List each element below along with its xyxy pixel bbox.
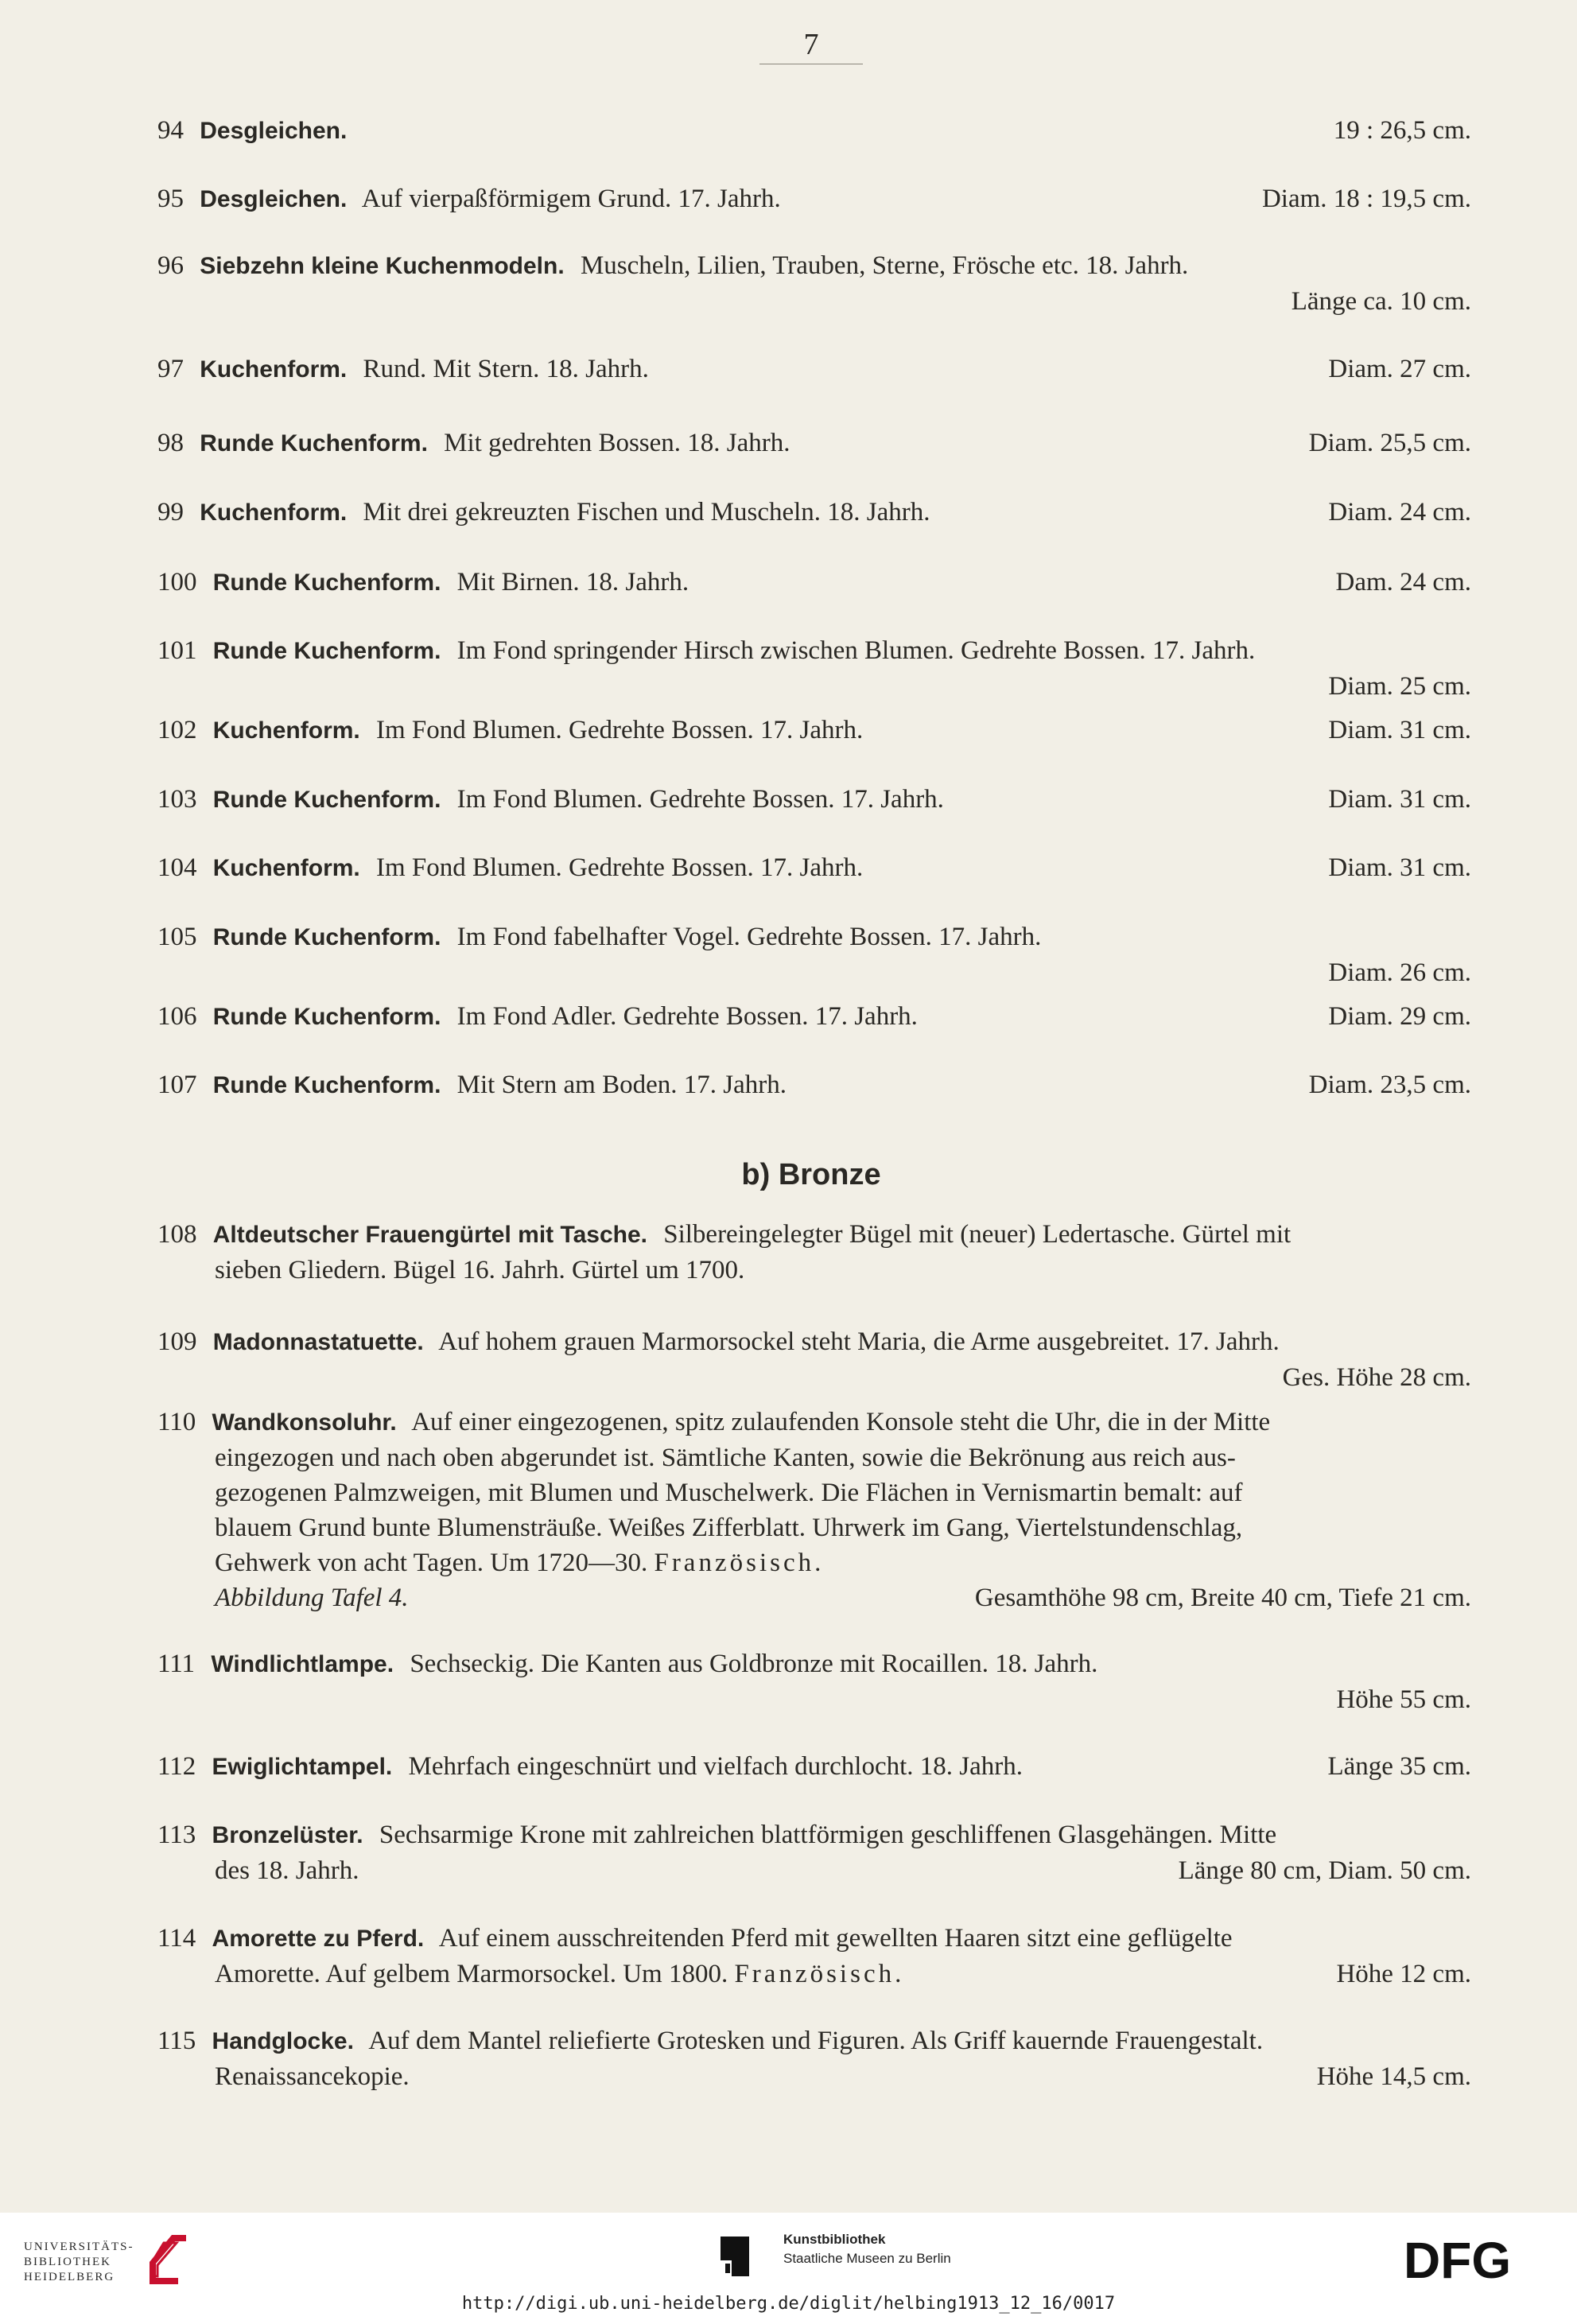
entry-text-continued: Renaissancekopie. (215, 2062, 410, 2091)
entry-measure: Höhe 55 cm. (1336, 1685, 1471, 1714)
entry-measure: Diam. 31 cm. (1328, 716, 1471, 744)
catalog-entry-104 (157, 850, 1471, 886)
entry-text: Mit gedrehten Bossen. 18. Jahrh. (444, 429, 790, 457)
entry-title: Bronzelüster. (212, 1822, 363, 1848)
entry-number: 113 (157, 1821, 196, 1849)
entry-title: Runde Kuchenform. (212, 1072, 441, 1098)
entry-number: 100 (157, 568, 197, 597)
catalog-entry-110 (157, 1405, 1471, 1615)
entry-text-line: eingezogen und nach oben abgerundet ist. Sämtliche Kanten, sowie die Bekrönung aus reich aus- (215, 1444, 1236, 1472)
entry-text-continued: des 18. Jahrh. (215, 1856, 359, 1885)
entry-measure: Diam. 24 cm. (1328, 498, 1471, 527)
entry-origin: Französisch. (654, 1549, 825, 1577)
entry-number: 108 (157, 1220, 197, 1249)
entry-title: Handglocke. (212, 2028, 354, 2054)
entry-number: 99 (157, 498, 184, 527)
plate-reference: Abbildung Tafel 4. (215, 1584, 409, 1612)
catalog-entry-101 (157, 633, 1471, 704)
entry-text: Im Fond springender Hirsch zwischen Blumen. Gedrehte Bossen. 17. Jahrh. (456, 636, 1256, 665)
entry-measure: Höhe 12 cm. (1336, 1960, 1471, 1988)
entry-measure: Länge 35 cm. (1327, 1752, 1471, 1781)
entry-title: Kuchenform. (200, 356, 348, 383)
entry-title: Altdeutscher Frauengürtel mit Tasche. (212, 1222, 647, 1248)
entry-measure: Diam. 18 : 19,5 cm. (1261, 185, 1471, 213)
entry-text: Im Fond Blumen. Gedrehte Bossen. 17. Jahrh. (456, 785, 944, 814)
entry-title: Siebzehn kleine Kuchenmodeln. (200, 253, 565, 279)
entry-measure: 19 : 26,5 cm. (1333, 116, 1471, 145)
entry-number: 95 (157, 185, 184, 213)
entry-number: 98 (157, 429, 184, 457)
catalog-entry-114 (157, 1921, 1471, 1992)
entry-number: 115 (157, 2027, 196, 2055)
catalog-entry-102 (157, 713, 1471, 748)
entry-text: Im Fond fabelhafter Vogel. Gedrehte Bossen. 17. Jahrh. (456, 923, 1042, 951)
catalog-entry-113 (157, 1817, 1471, 1888)
entry-measure: Höhe 14,5 cm. (1316, 2062, 1471, 2091)
entry-title: Madonnastatuette. (212, 1329, 424, 1355)
entry-measure: Dam. 24 cm. (1335, 568, 1471, 597)
catalog-entry-108 (157, 1217, 1471, 1288)
entry-number: 105 (157, 923, 197, 951)
university-library-logo-icon (140, 2232, 189, 2287)
entry-title: Runde Kuchenform. (212, 924, 441, 950)
entry-text: Mit drei gekreuzten Fischen und Muscheln. 18. Jahrh. (363, 498, 930, 527)
entry-title: Runde Kuchenform. (212, 787, 441, 813)
catalog-entry-97 (157, 352, 1471, 387)
entry-text: Auf einem ausschreitenden Pferd mit gewellten Haaren sitzt eine geflügelte (438, 1924, 1233, 1953)
entry-title: Desgleichen. (200, 186, 348, 212)
entry-text: Im Fond Adler. Gedrehte Bossen. 17. Jahrh. (456, 1002, 918, 1031)
catalog-entry-112 (157, 1749, 1471, 1785)
entry-number: 109 (157, 1327, 197, 1356)
entry-measure: Ges. Höhe 28 cm. (1282, 1363, 1471, 1392)
catalog-entry-100 (157, 565, 1471, 600)
entry-text-continued: Amorette. Auf gelbem Marmorsockel. Um 1800. (215, 1960, 728, 1988)
catalog-entry-106 (157, 999, 1471, 1035)
catalog-entry-109 (157, 1324, 1471, 1395)
entry-title: Runde Kuchenform. (212, 638, 441, 664)
entry-text-line (157, 1545, 1471, 1580)
entry-text: Sechsarmige Krone mit zahlreichen blattförmigen geschliffenen Glasgehängen. Mitte (379, 1821, 1277, 1849)
entry-title: Ewiglichtampel. (212, 1754, 393, 1780)
entry-text: Auf dem Mantel reliefierte Grotesken und Figuren. Als Griff kauernde Frauengestalt. (368, 2027, 1264, 2055)
catalog-entry-95 (157, 181, 1471, 217)
catalog-entry-105 (157, 919, 1471, 990)
entry-title: Runde Kuchenform. (200, 430, 428, 457)
entry-text: Rund. Mit Stern. 18. Jahrh. (363, 355, 649, 383)
entry-measure: Diam. 23,5 cm. (1308, 1071, 1471, 1099)
entry-title: Runde Kuchenform. (212, 569, 441, 596)
entry-title: Kuchenform. (200, 499, 348, 526)
catalog-entry-96 (157, 248, 1471, 319)
entry-text-line: blauem Grund bunte Blumensträuße. Weißes Zifferblatt. Uhrwerk im Gang, Viertelstundenschlag, (215, 1514, 1243, 1542)
entry-number: 114 (157, 1924, 196, 1953)
entry-text: Sechseckig. Die Kanten aus Goldbronze mit Rocaillen. 18. Jahrh. (410, 1650, 1098, 1678)
entry-title: Windlichtlampe. (211, 1651, 394, 1677)
kunstbibliothek-logo-icon (721, 2237, 749, 2276)
source-url[interactable]: http://digi.ub.uni-heidelberg.de/diglit/helbing1913_12_16/0017 (461, 2294, 1116, 2314)
university-library-label: UNIVERSITÄTS- BIBLIOTHEK HEIDELBERG (24, 2240, 134, 2283)
entry-text: Mit Stern am Boden. 17. Jahrh. (456, 1071, 787, 1099)
entry-number: 106 (157, 1002, 197, 1031)
entry-measure: Diam. 31 cm. (1328, 853, 1471, 882)
entry-number: 96 (157, 251, 184, 280)
entry-origin: Französisch. (734, 1960, 905, 1988)
entry-text: Mit Birnen. 18. Jahrh. (456, 568, 689, 597)
entry-title: Amorette zu Pferd. (212, 1926, 425, 1952)
entry-text-last: Gehwerk von acht Tagen. Um 1720—30. (215, 1549, 648, 1577)
entry-text: Im Fond Blumen. Gedrehte Bossen. 17. Jahrh. (376, 853, 864, 882)
entry-text: Mehrfach eingeschnürt und vielfach durchlocht. 18. Jahrh. (408, 1752, 1023, 1781)
catalog-entry-115 (157, 2023, 1471, 2094)
entry-measure: Diam. 25,5 cm. (1308, 429, 1471, 457)
entry-number: 112 (157, 1752, 196, 1781)
entry-measure: Länge 80 cm, Diam. 50 cm. (1178, 1856, 1471, 1885)
entry-number: 94 (157, 116, 184, 145)
entry-title: Runde Kuchenform. (212, 1004, 441, 1030)
entry-text: Auf hohem grauen Marmorsockel steht Maria, die Arme ausgebreitet. 17. Jahrh. (438, 1327, 1280, 1356)
entry-text: Silbereingelegter Bügel mit (neuer) Ledertasche. Gürtel mit (663, 1220, 1292, 1249)
kunstbibliothek-label: Kunstbibliothek Staatliche Museen zu Berlin (783, 2232, 951, 2266)
catalog-entry-94 (157, 113, 1471, 149)
entry-measure: Länge ca. 10 cm. (1291, 287, 1471, 316)
entry-text-continued: sieben Gliedern. Bügel 16. Jahrh. Gürtel um 1700. (215, 1256, 745, 1284)
entry-text: Auf vierpaßförmigem Grund. 17. Jahrh. (361, 185, 781, 213)
entry-text: Auf einer eingezogenen, spitz zulaufenden Konsole steht die Uhr, die in der Mitte (411, 1408, 1271, 1436)
dfg-logo-icon (1404, 2235, 1555, 2283)
entry-title: Desgleichen. (200, 118, 348, 144)
entry-number: 101 (157, 636, 197, 665)
entry-text: Im Fond Blumen. Gedrehte Bossen. 17. Jahrh. (376, 716, 864, 744)
entry-measure: Diam. 26 cm. (1328, 958, 1471, 987)
entry-text: Muscheln, Lilien, Trauben, Sterne, Frösche etc. 18. Jahrh. (580, 251, 1189, 280)
svg-text:DFG: DFG (1404, 2235, 1512, 2283)
entry-measure: Diam. 29 cm. (1328, 1002, 1471, 1031)
entry-number: 103 (157, 785, 197, 814)
entry-number: 102 (157, 716, 197, 744)
entry-measure: Gesamthöhe 98 cm, Breite 40 cm, Tiefe 21 cm. (974, 1584, 1471, 1612)
entry-measure: Diam. 27 cm. (1328, 355, 1471, 383)
entry-title: Wandkonsoluhr. (212, 1409, 397, 1436)
catalog-entry-99 (157, 495, 1471, 530)
entry-measure: Diam. 31 cm. (1328, 785, 1471, 814)
entry-number: 97 (157, 355, 184, 383)
entry-measure: Diam. 25 cm. (1328, 672, 1471, 701)
catalog-entry-98 (157, 426, 1471, 461)
entry-number: 110 (157, 1408, 196, 1436)
catalog-entry-103 (157, 782, 1471, 818)
entry-text-line: gezogenen Palmzweigen, mit Blumen und Muschelwerk. Die Flächen in Vernismartin bemalt: auf (215, 1479, 1243, 1507)
entry-number: 111 (157, 1650, 196, 1678)
entry-title: Kuchenform. (212, 717, 360, 744)
entry-title: Kuchenform. (212, 855, 360, 881)
entry-number: 107 (157, 1071, 197, 1099)
catalog-entry-107 (157, 1067, 1471, 1103)
section-heading: b) Bronze (741, 1158, 881, 1191)
catalog-entry-111 (157, 1646, 1471, 1717)
entry-number: 104 (157, 853, 197, 882)
digitization-footer (0, 2213, 1577, 2324)
page-number: 7 (803, 28, 819, 61)
